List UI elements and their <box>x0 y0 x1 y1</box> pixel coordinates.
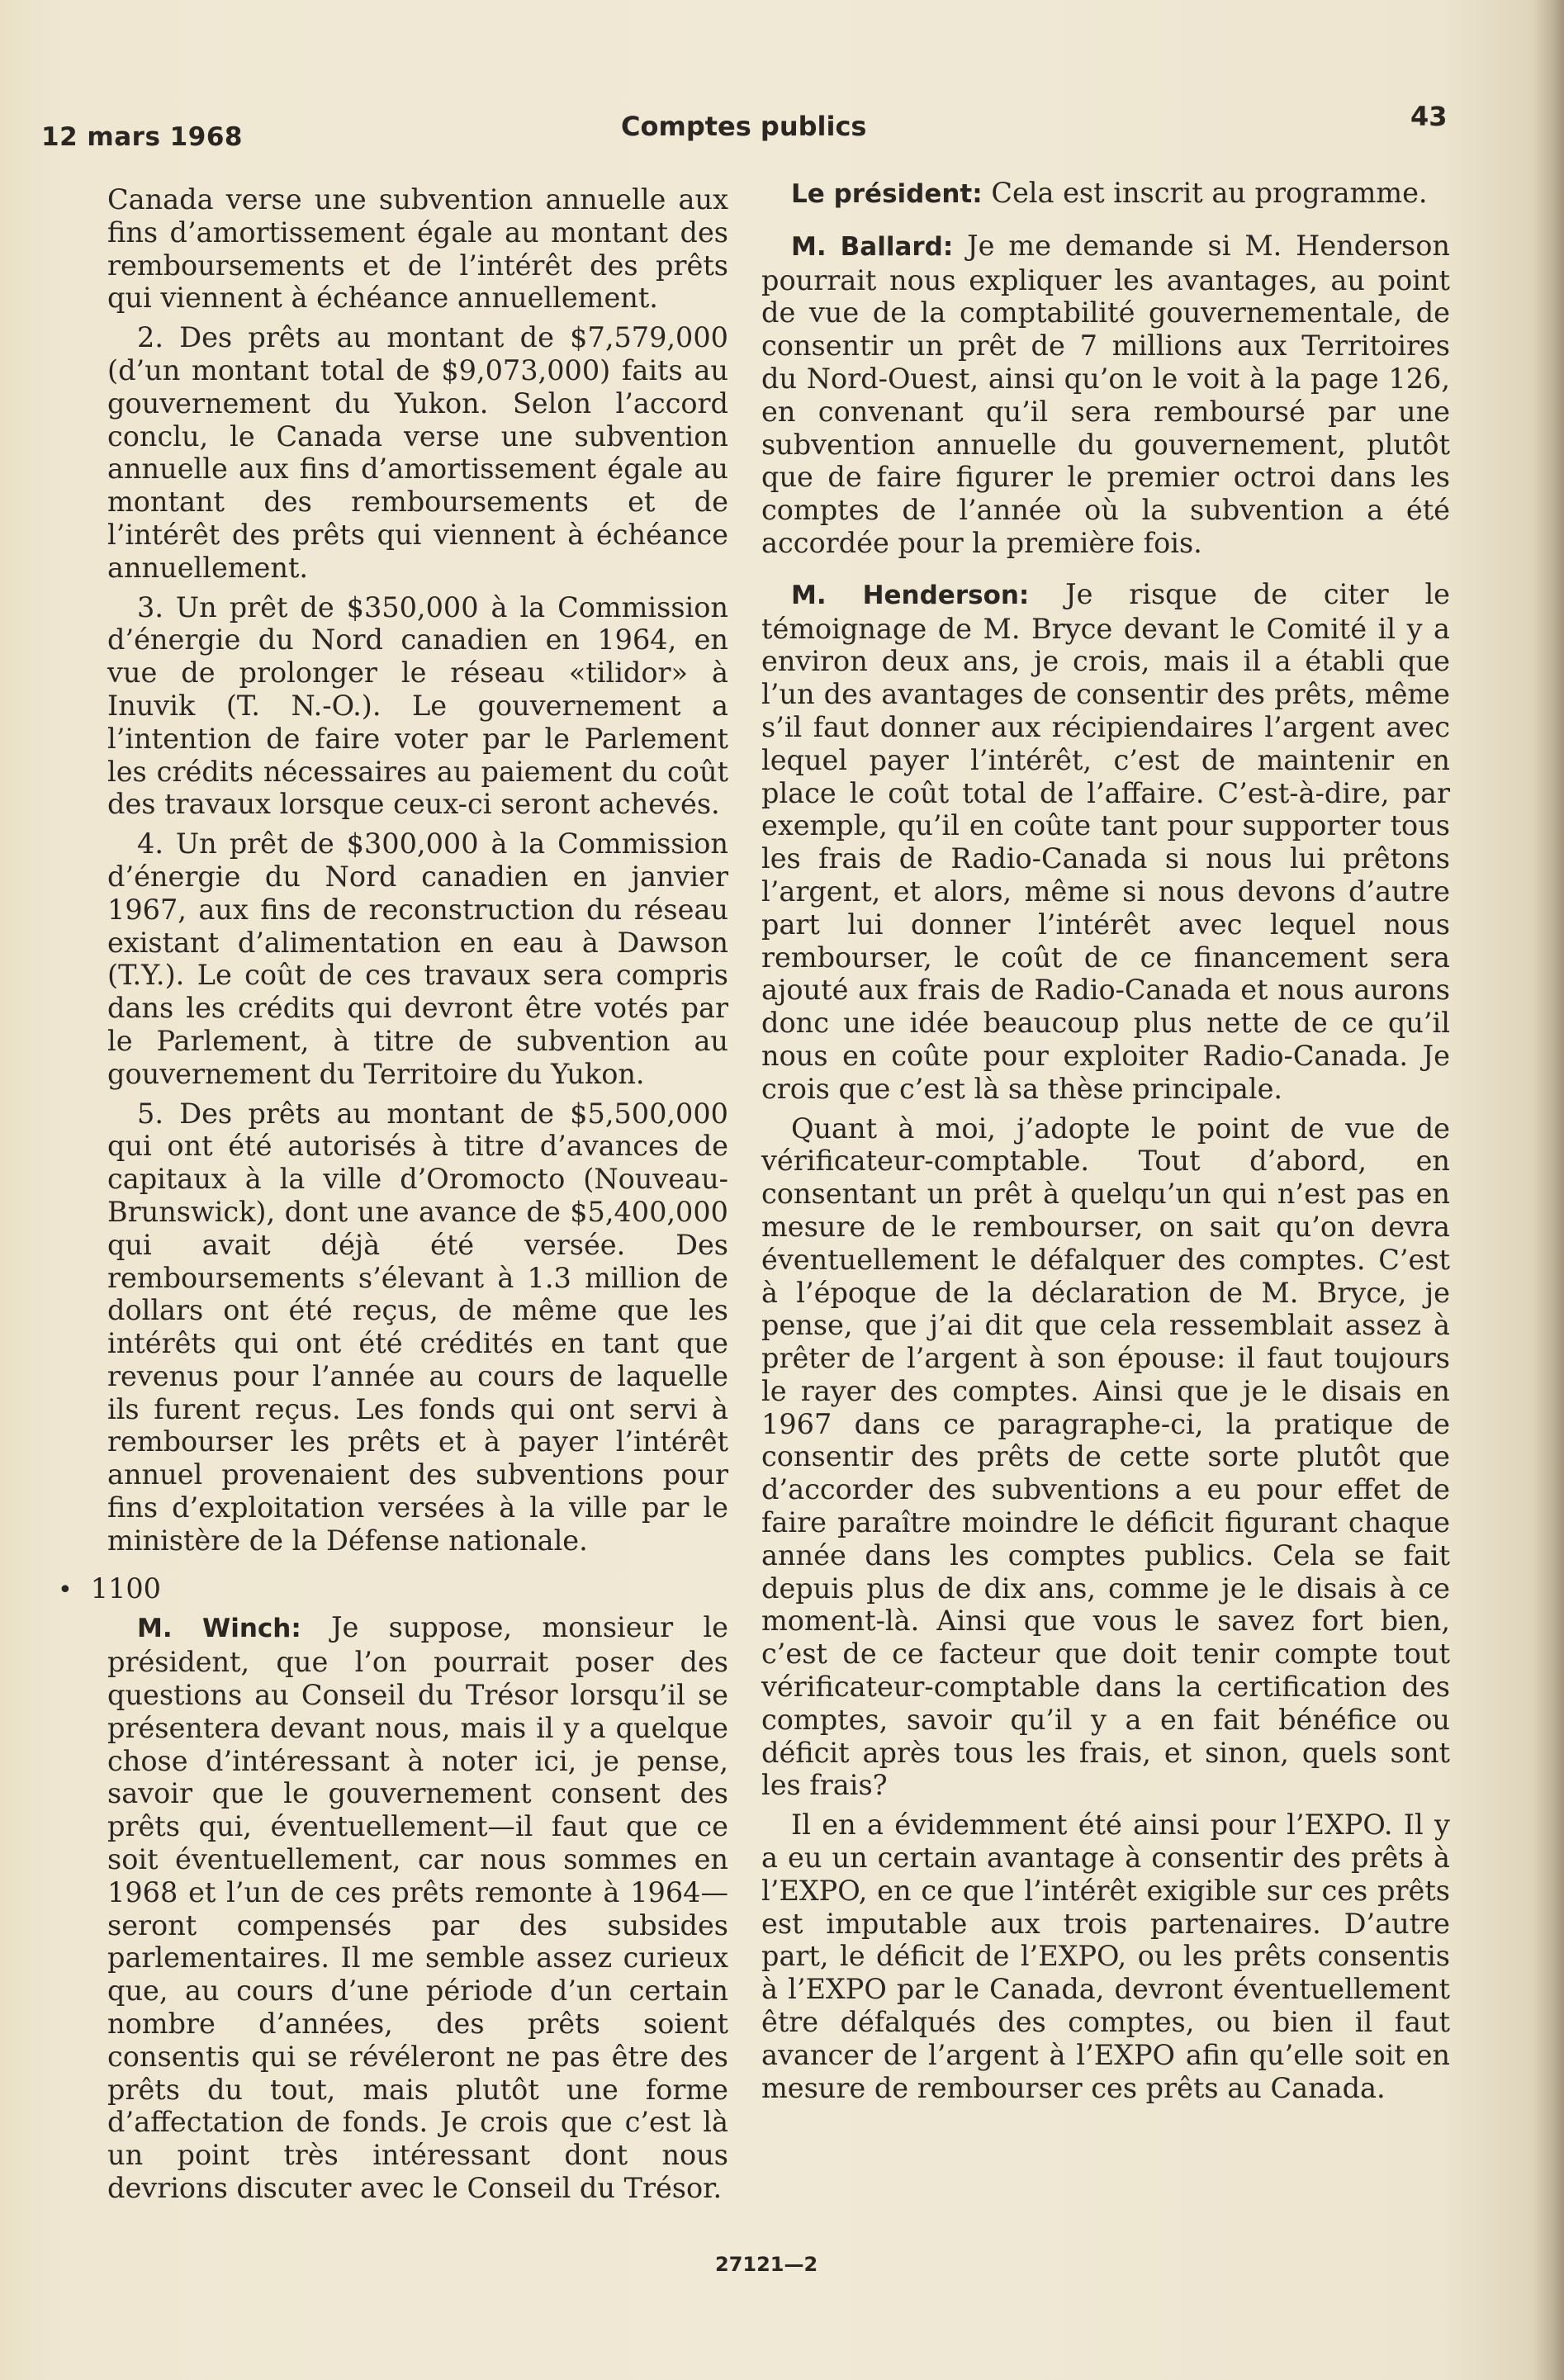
time-marker <box>58 1572 728 1607</box>
bullet-icon: • <box>58 1575 73 1605</box>
right-column <box>761 177 1450 2104</box>
speech-text: Cela est inscrit au programme. <box>991 177 1428 209</box>
header-date: 12 mars 1968 <box>41 122 243 152</box>
paragraph-ballard <box>761 230 1450 560</box>
speaker-name: Le président: <box>791 179 983 209</box>
running-header <box>41 97 1448 152</box>
paragraph-winch <box>107 1611 728 2204</box>
signature-mark: 27121—2 <box>715 2253 818 2276</box>
speaker-name: M. Winch: <box>137 1614 301 1644</box>
header-title: Comptes publics <box>621 111 867 142</box>
paragraph-quant: Quant à moi, j’adopte le point de vue de vérificateur-comptable. Tout d’abord, en consentant un prêt à quelqu’un qui n’est pas en mesure de le rembourser, on sait qu’on devra éventuellement le défalquer des comptes. C’est à l’époque de la déclaration de M. Bryce, je pense, que j’ai dit que cela ressemblait assez à prêter de l’argent à son épouse: il faut toujours le rayer des comptes. Ainsi que je le disais en 1967 dans ce paragraphe-ci, la pratique de consentir des prêts de cette sorte plutôt que d’accorder des subventions a eu pour effet de faire paraître moindre le déficit figurant chaque année dans les comptes publics. Cela se fait depuis plus de dix ans, comme je le disais à ce moment-là. Ainsi que vous le savez fort bien, c’est de ce facteur que doit tenir compte tout vérificateur-comptable dans la certification des comptes, savoir qu’il y a en fait bénéfice ou déficit après tous les frais, et sinon, quels sont les frais? <box>761 1112 1450 1802</box>
speech-text: Je risque de citer le témoignage de M. Bryce devant le Comité il y a environ deux ans, je crois, mais il a établi que l’un des avantages de consentir des prêts, même s’il faut donner aux récipiendaires l’argent avec lequel payer l’intérêt, c’est de maintenir en place le coût total de l’affaire. C’est-à-dire, par exemple, qu’il en coûte tant pour supporter tous les frais de Radio-Canada si nous lui prêtons l’argent, et alors, même si nous devons d’autre part lui donner l’intérêt avec lequel nous rembourser, le coût de ce financement sera ajouté aux frais de Radio-Canada et nous aurons donc une idée beaucoup plus nette de ce qu’il nous en coûte pour exploiter Radio-Canada. Je crois que c’est là sa thèse principale. <box>761 577 1450 1105</box>
paragraph-item-2: 2. Des prêts au montant de $7,579,000 (d’un montant total de $9,073,000) faits au gouvernement du Yukon. Selon l’accord conclu, le Canada verse une subvention annuelle aux fins d’amortissement égale au montant des remboursements et de l’intérêt des prêts qui viennent à échéance annuellement. <box>107 321 728 584</box>
paragraph-continuation: Canada verse une subvention annuelle aux fins d’amortissement égale au montant des remboursements et de l’intérêt des prêts qui viennent à échéance annuellement. <box>107 183 728 315</box>
left-column <box>58 183 728 2205</box>
paragraph-item-4: 4. Un prêt de $300,000 à la Commission d’énergie du Nord canadien en janvier 1967, aux fins de reconstruction du réseau existant d’alimentation en eau à Dawson (T.Y.). Le coût de ces travaux sera compris dans les crédits qui devront être votés par le Parlement, à titre de subvention au gouvernement du Territoire du Yukon. <box>107 827 728 1090</box>
speaker-name: M. Ballard: <box>791 231 954 262</box>
speaker-name: M. Henderson: <box>791 580 1030 610</box>
speech-text: Je me demande si M. Henderson pourrait nous expliquer les avantages, au point de vue de la comptabilité gouvernementale, de consentir un prêt de 7 millions aux Territoires du Nord-Ouest, ainsi qu’on le voit à la page 126, en convenant qu’il sera remboursé par une subvention annuelle du gouvernement, plutôt que de faire figurer le premier octroi dans les comptes de l’année où la subvention a été accordée pour la première fois. <box>761 229 1450 559</box>
paragraph-item-3: 3. Un prêt de $350,000 à la Commission d’énergie du Nord canadien en 1964, en vue de prolonger le réseau «tilidor» à Inuvik (T. N.-O.). Le gouvernement a l’intention de faire voter par le Parlement les crédits nécessaires au paiement du coût des travaux lorsque ceux-ci seront achevés. <box>107 590 728 821</box>
paragraph-president <box>761 177 1450 211</box>
page-number: 43 <box>1410 101 1448 132</box>
paragraph-item-5: 5. Des prêts au montant de $5,500,000 qui ont été autorisés à titre d’avances de capitaux à la ville d’Oromocto (Nouveau-Brunswick), dont une avance de $5,400,000 qui avait déjà été versée. Des remboursements s’élevant à 1.3 million de dollars ont été reçus, de même que les intérêts qui ont été crédités en tant que revenus pour l’année au cours de laquelle ils furent reçus. Les fonds qui ont servi à rembourser les prêts et à payer l’intérêt annuel provenaient des subventions pour fins d’exploitation versées à la ville par le ministère de la Défense nationale. <box>107 1097 728 1557</box>
speech-text: Je suppose, monsieur le président, que l’on pourrait poser des questions au Conseil du Trésor lorsqu’il se présentera devant nous, mais il y a quelque chose d’intéressant à noter ici, je pense, savoir que le gouvernement consent des prêts qui, éventuellement—il faut que ce soit éventuellement, car nous sommes en 1968 et l’un de ces prêts remonte à 1964—seront compensés par des subsides parlementaires. Il me semble assez curieux que, au cours d’une période d’un certain nombre d’années, des prêts soient consentis qui se révéleront ne pas être des prêts du tout, mais plutôt une forme d’affectation de fonds. Je crois que c’est là un point très intéressant dont nous devrions discuter avec le Conseil du Trésor. <box>107 1611 728 2205</box>
paragraph-expo: Il en a évidemment été ainsi pour l’EXPO. Il y a eu un certain avantage à consentir des prêts à l’EXPO, en ce que l’intérêt exigible sur ces prêts est imputable aux trois partenaires. D’autre part, le déficit de l’EXPO, ou les prêts consentis à l’EXPO par le Canada, devront éventuellement être défalqués des comptes, ou bien il faut avancer de l’argent à l’EXPO afin qu’elle soit en mesure de rembourser ces prêts au Canada. <box>761 1809 1450 2104</box>
time-stamp: 1100 <box>90 1572 161 1605</box>
binding-shadow <box>1533 0 1564 2380</box>
paragraph-henderson <box>761 578 1450 1106</box>
